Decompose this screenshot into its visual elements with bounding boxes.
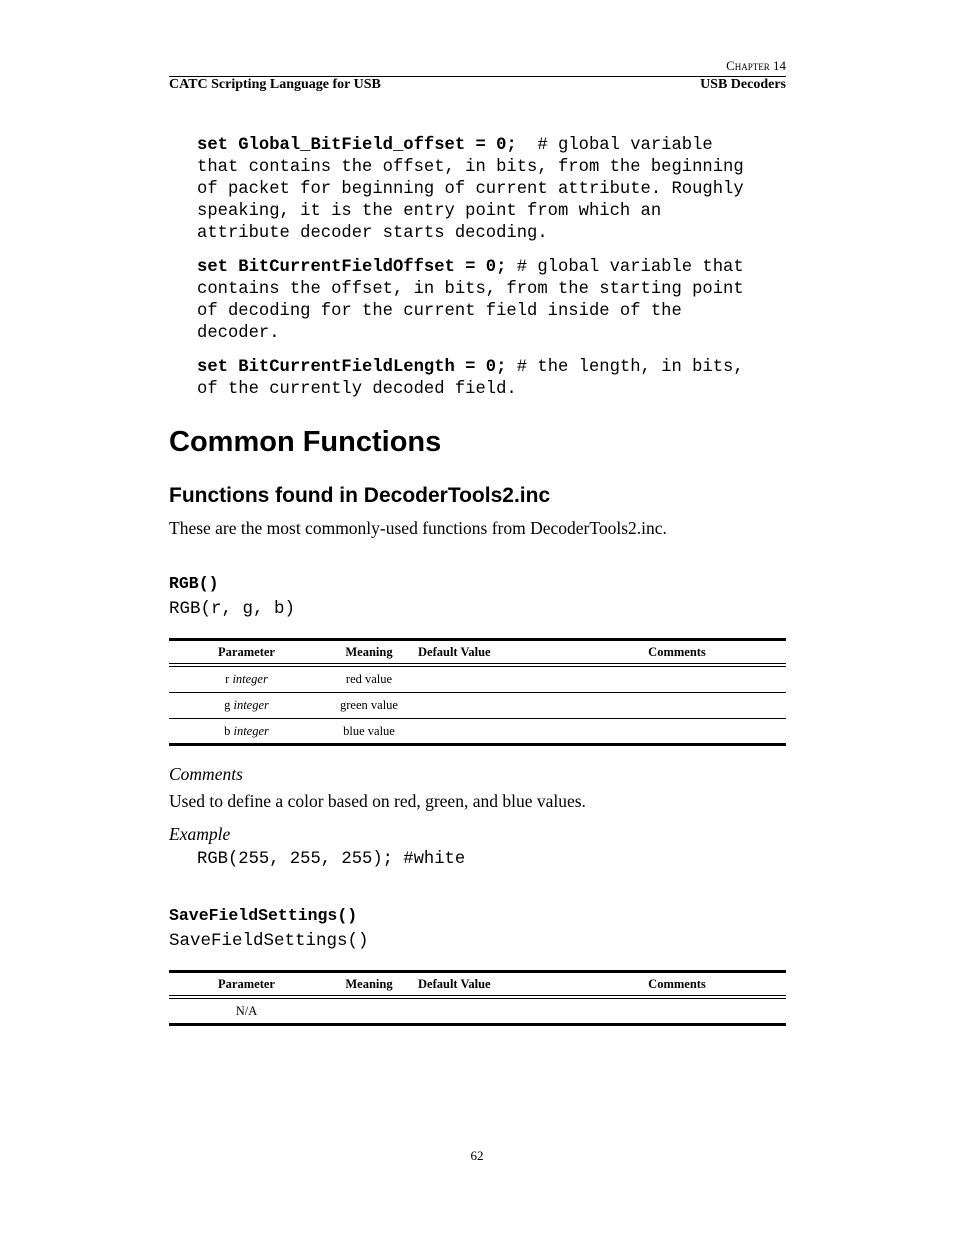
table-row — [169, 719, 786, 746]
parameter-table-savefieldsettings — [169, 970, 786, 1026]
comments-label: Comments — [169, 764, 243, 784]
code-comment-continued: contains the offset, in bits, from the starting point of decoding for the current field inside of the decoder. — [197, 280, 744, 343]
code-comment-continued: of the currently decoded field. — [197, 380, 517, 399]
table-row — [169, 693, 786, 719]
header-comments: Comments — [648, 976, 706, 991]
header-default-value: Default Value — [418, 976, 491, 991]
code-statement: set Global_BitField_offset = 0; — [197, 136, 517, 155]
code-comment: # the length, in bits, — [506, 358, 744, 377]
example-code: RGB(255, 255, 255); #white — [197, 850, 466, 869]
param-cell — [169, 698, 324, 713]
example-label: Example — [169, 824, 231, 844]
code-comment-continued: that contains the offset, in bits, from the beginning of packet for beginning of current attribute. Roughly speaking, it is the entry point from which an attribute decoder starts decoding. — [197, 158, 744, 243]
section-title: Common Functions — [169, 426, 442, 458]
chapter-title: USB Decoders — [700, 77, 786, 92]
function-name-rgb: RGB() — [169, 574, 219, 593]
header-parameter: Parameter — [218, 976, 275, 991]
code-statement: set BitCurrentFieldLength = 0; — [197, 358, 507, 377]
code-comment: # global variable that — [506, 258, 744, 277]
table-row — [169, 667, 786, 693]
table-header-row — [169, 641, 786, 663]
code-comment: # global variable — [516, 136, 713, 155]
param-name: b — [224, 723, 231, 738]
param-type: integer — [233, 723, 269, 738]
subsection-title: Functions found in DecoderTools2.inc — [169, 484, 551, 507]
code-var-bit-current-field-length — [197, 357, 787, 401]
header-parameter: Parameter — [218, 644, 275, 659]
chapter-label — [169, 58, 786, 74]
running-header — [169, 58, 786, 92]
param-name: r — [225, 672, 230, 686]
code-statement: set BitCurrentFieldOffset = 0; — [197, 258, 507, 277]
header-meaning: Meaning — [345, 644, 393, 659]
param-type: integer — [233, 698, 269, 712]
param-cell — [169, 672, 324, 687]
table-row — [169, 999, 786, 1026]
param-cell: N/A — [235, 1003, 258, 1018]
function-signature-savefieldsettings: SaveFieldSettings() — [169, 931, 369, 951]
header-comments: Comments — [648, 644, 706, 659]
param-cell — [169, 724, 324, 739]
intro-paragraph: These are the most commonly-used functions from DecoderTools2.inc. — [169, 518, 667, 538]
page-number: 62 — [470, 1148, 484, 1163]
meaning-cell: blue value — [343, 723, 395, 738]
function-signature-rgb: RGB(r, g, b) — [169, 599, 296, 619]
parameter-table-rgb — [169, 638, 786, 746]
table-header-row — [169, 973, 786, 995]
meaning-cell: green value — [340, 698, 398, 712]
meaning-cell: red value — [345, 672, 393, 686]
comments-text: Used to define a color based on red, green, and blue values. — [169, 791, 586, 811]
chapter-prefix: Chapter — [726, 58, 770, 73]
code-var-bit-current-field-offset — [197, 257, 787, 345]
header-default-value: Default Value — [418, 644, 491, 659]
function-name-savefieldsettings: SaveFieldSettings() — [169, 906, 358, 925]
header-meaning: Meaning — [345, 976, 393, 991]
code-var-global-bitfield-offset — [197, 135, 787, 245]
param-name: g — [224, 698, 231, 712]
chapter-number: 14 — [773, 58, 786, 73]
document-title: CATC Scripting Language for USB — [169, 77, 381, 92]
param-type: integer — [232, 672, 268, 686]
